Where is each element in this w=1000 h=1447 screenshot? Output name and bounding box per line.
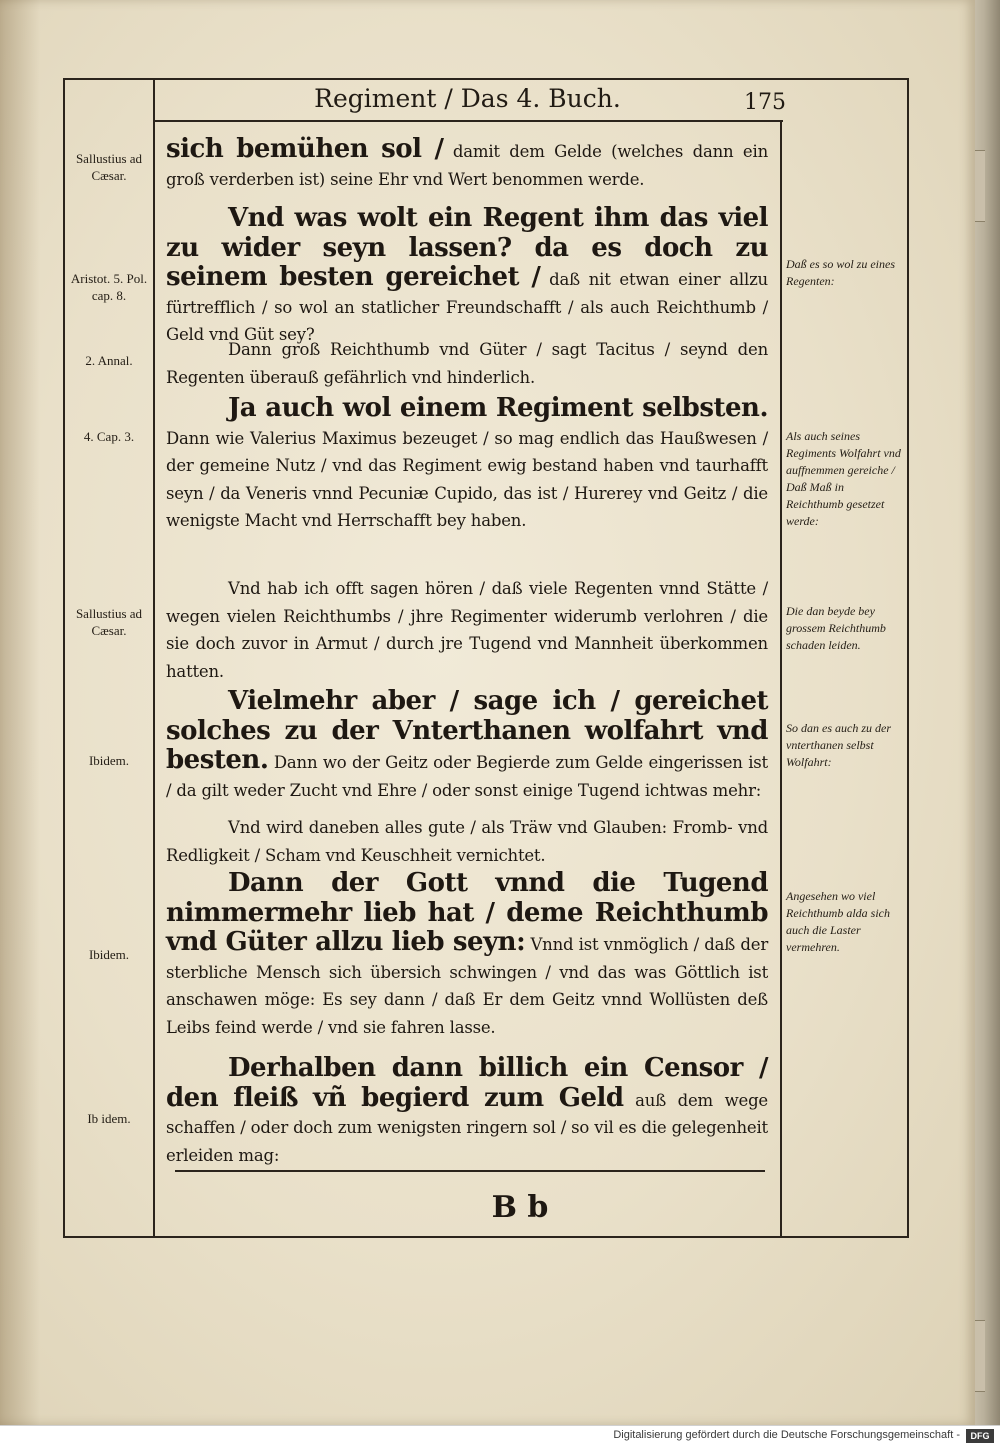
margin-note-right: So dan es auch zu der vnterthanen selbst Wolfahrt: [786, 721, 891, 769]
margin-note-left: Sallustius ad Cæsar. [75, 606, 143, 638]
paragraph-text: Vnd wird daneben alles gute / als Träw vnd Glauben: Fromb- vnd Redligkeit / Scham vnd Keuschheit vernichtet. [166, 818, 768, 865]
margin-note-right: Die dan beyde bey grossem Reichthumb schaden leiden. [786, 604, 886, 652]
paragraph-lead: Ja auch wol einem Regiment selbsten. [228, 393, 768, 423]
gutter-shadow [0, 0, 40, 1425]
frame-left-rule [153, 78, 155, 1238]
paragraph-lead: Dann der Gott vnnd die Tugend nimmermehr lieb hat / deme Reichthumb vnd Güter allzu lieb seyn: [166, 868, 768, 957]
body-paragraph [166, 814, 768, 869]
funding-notice: Digitalisierung gefördert durch die Deutsche Forschungsgemeinschaft - [613, 1429, 960, 1441]
running-head: Regiment / Das 4. Buch. [314, 84, 621, 113]
body-paragraph [166, 205, 768, 349]
body-paragraph [166, 1055, 768, 1169]
paragraph-text: auß dem wege schaffen / oder doch zum wenigsten ringern sol / so vil es die gelegenheit erleiden mag: [166, 1090, 768, 1165]
paragraph-lead: Vnd was wolt ein Regent ihm das viel zu wider seyn lassen? da es doch zu seinem besten gereichet / [166, 203, 768, 292]
frame-right-rule [780, 122, 782, 1238]
paragraph-text: Dann wo der Geitz oder Begierde zum Gelde eingerissen ist / da gilt weder Zucht vnd Ehre / oder sonst einige Tugend ichtwas mehr: [166, 753, 768, 800]
margin-note-left: Ibidem. [88, 947, 130, 962]
body-paragraph [166, 870, 768, 1041]
signature-mark: B b [491, 1190, 549, 1225]
margin-note-right: Daß es so wol zu eines Regenten: [786, 257, 895, 288]
body-paragraph [166, 575, 768, 685]
paragraph-lead: Vielmehr aber / sage ich / gereichet solches zu der Vnterthanen wolfahrt vnd besten. [166, 686, 768, 775]
margin-note-left: Sallustius ad Cæsar. [75, 151, 143, 183]
body-paragraph [166, 136, 768, 193]
paragraph-text: damit dem Gelde (welches dann ein groß verderben ist) seine Ehr vnd Wert benommen werde. [166, 142, 768, 189]
margin-note-left: Aristot. 5. Pol. cap. 8. [70, 271, 148, 303]
paragraph-text: Dann groß Reichthumb vnd Güter / sagt Tacitus / seynd den Regenten überauß gefährlich vnd hinderlich. [166, 340, 768, 387]
paragraph-lead: sich bemühen sol / [166, 134, 444, 164]
paragraph-text: Vnnd ist vnmöglich / daß der sterbliche Mensch sich übersich schwingen / vnd das was Göttlich ist anschawen möge: Es sey dann / daß Er dem Geitz vnnd Wollüsten deß Leibs feind werde / vnd sie fahren lasse. [166, 935, 769, 1037]
margin-note-left: Ib idem. [87, 1111, 131, 1126]
margin-note-right: Angesehen wo viel Reichthumb alda sich auch die Laster vermehren. [786, 889, 890, 954]
margin-note-left: 4. Cap. 3. [83, 429, 135, 444]
margin-note-right: Als auch seines Regiments Wolfahrt vnd auffnemmen gereiche / Daß Maß in Reichthumb gesetzet werde: [786, 429, 901, 528]
page-number: 175 [744, 90, 786, 115]
body-paragraph [166, 688, 768, 804]
header-rule [153, 120, 783, 122]
body-paragraph [166, 395, 768, 535]
margin-note-left: Ibidem. [88, 753, 130, 768]
footer-bar [0, 1425, 1000, 1447]
paragraph-lead: Derhalben dann billich ein Censor / den fleiß vñ begierd zum Geld [166, 1053, 768, 1113]
paragraph-text: Dann wie Valerius Maximus bezeuget / so mag endlich das Haußwesen / der gemeine Nutz / vnd das Regiment ewig bestand haben vnd taurhafft seyn / da Veneris vnnd Pecuniæ Cupido, das ist / Hurerey vnd Geitz / die wenigste Macht vnd Herrschafft bey haben. [166, 428, 768, 530]
dfg-logo: DFG [966, 1429, 994, 1443]
text-end-rule [175, 1170, 765, 1172]
paragraph-text: Vnd hab ich offt sagen hören / daß viele Regenten vnnd Stätte / wegen vielen Reichthumbs / jhre Regimenter widerumb verlohren / die sie doch zuvor in Armut / durch jre Tugend vnd Mannheit überkommen hatten. [166, 579, 768, 681]
paragraph-text: daß nit etwan einer allzu fürtrefflich / so wol an statlicher Freundschafft / als auch Reichthumb / Geld vnd Güt sey? [166, 270, 768, 344]
margin-note-left: 2. Annal. [85, 353, 133, 368]
body-paragraph [166, 336, 768, 391]
